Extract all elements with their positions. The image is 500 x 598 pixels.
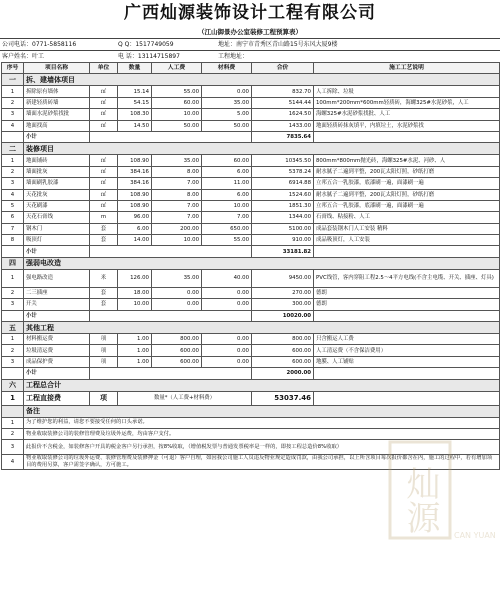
col-header: 单位 (90, 63, 118, 74)
table-cell: 2 (2, 166, 24, 177)
table-row (2, 86, 500, 97)
table-row (2, 235, 500, 246)
note-text: 为了维护您的利益，请您不要接受任何的口头承诺。 (24, 417, 500, 428)
table-row (2, 287, 500, 298)
table-row (2, 212, 500, 223)
table-cell: 7.00 (152, 200, 202, 211)
subtotal-value: 2000.00 (252, 368, 314, 379)
table-cell: 14.00 (118, 235, 152, 246)
table-cell: 拆除原有墙体 (24, 86, 90, 97)
table-cell: 1524.60 (252, 189, 314, 200)
table-cell (314, 368, 500, 379)
table-cell: 108.30 (118, 109, 152, 120)
watermark-sub: CAN YUAN (454, 531, 496, 540)
table-cell: 54.15 (118, 97, 152, 108)
table-cell: 7.00 (202, 212, 252, 223)
total-row (2, 391, 500, 405)
table-cell: 7.00 (152, 178, 202, 189)
table-row (2, 200, 500, 211)
table-cell: 11.00 (202, 178, 252, 189)
table-cell: 96.00 (118, 212, 152, 223)
col-header: 数量 (118, 63, 152, 74)
table-cell: 0.00 (202, 287, 252, 298)
table-cell (314, 310, 500, 321)
table-row (2, 269, 500, 287)
table-cell: 墙面水泥砂浆找批 (24, 109, 90, 120)
table-cell (2, 131, 24, 142)
table-cell: 耐水腻子二遍到平整，200瓦太阳灯照，砂纸打磨 (314, 166, 500, 177)
table-cell: 9450.00 (252, 269, 314, 287)
total-label: 工程直接费 (24, 391, 90, 405)
table-cell: 6.00 (118, 223, 152, 234)
table-cell (314, 131, 500, 142)
table-cell: 108.90 (118, 189, 152, 200)
table-row (2, 109, 500, 120)
table-cell: 套 (90, 287, 118, 298)
total-header-row (2, 379, 500, 391)
total-value: 53037.46 (252, 391, 314, 405)
table-cell (314, 246, 500, 257)
table-cell: ㎡ (90, 120, 118, 131)
table-cell (2, 310, 24, 321)
company-address: 地址：南宁市青秀区青山路15号东风大厦9楼 (218, 41, 338, 48)
table-cell: 1851.30 (252, 200, 314, 211)
table-cell: 二三插座 (24, 287, 90, 298)
table-row (2, 120, 500, 131)
table-cell: 35.00 (202, 97, 252, 108)
table-cell: 成品保护费 (24, 356, 90, 367)
table-cell: 项 (90, 356, 118, 367)
table-cell: 2 (2, 97, 24, 108)
table-cell: m (90, 212, 118, 223)
table-cell: 成品套装钢木门人工安装 精料 (314, 223, 500, 234)
table-cell: 832.70 (252, 86, 314, 97)
table-cell: 天花刷漆 (24, 200, 90, 211)
table-cell (90, 131, 252, 142)
table-cell: 15.14 (118, 86, 152, 97)
table-cell: 3 (2, 178, 24, 189)
table-cell: 0.00 (152, 299, 202, 310)
table-cell: 0.00 (202, 86, 252, 97)
table-cell: 3 (2, 109, 24, 120)
total-formula: 数量*（人工费+材料费） (118, 391, 252, 405)
table-cell: PVC线管，客内穿阻工程2.5～4平方电线(不含主电缆、开关、插座、灯具) (314, 269, 500, 287)
subtotal-label: 小计 (24, 368, 90, 379)
section-title: 其他工程 (24, 322, 500, 334)
table-cell: 7 (2, 223, 24, 234)
table-cell (90, 310, 252, 321)
table-cell: 套 (90, 299, 118, 310)
table-cell: 1 (2, 86, 24, 97)
table-cell: 200.00 (152, 223, 202, 234)
customer-info-row (0, 50, 500, 62)
table-cell (90, 368, 252, 379)
section-header-row (2, 143, 500, 155)
note-text: 此报价不含税金，如装修客户开具的税金客户另行承担，按8%收取，（增值税发票与普通发票税率是一样的，即按工程总造价8%收取） (24, 440, 500, 455)
subtotal-label: 小计 (24, 131, 90, 142)
note-number: 2 (2, 428, 24, 439)
table-cell: 海螺325#水泥砂浆找批、人工 (314, 109, 500, 120)
col-header: 材料费 (202, 63, 252, 74)
table-cell: 强电路改造 (24, 269, 90, 287)
table-cell: 1 (2, 155, 24, 166)
note-row (2, 440, 500, 455)
table-cell: 人工清运费（不含保洁费用） (314, 345, 500, 356)
notes-header-row (2, 405, 500, 417)
table-cell: 60.00 (152, 97, 202, 108)
table-cell: 1.00 (118, 345, 152, 356)
table-row (2, 166, 500, 177)
table-cell: ㎡ (90, 189, 118, 200)
table-cell: 40.00 (202, 269, 252, 287)
table-cell: 800.00 (152, 334, 202, 345)
table-cell: 地面轻质砖抹灰填平，内填垃土，水泥砂浆找 (314, 120, 500, 131)
table-cell: 石膏线、粘接粉、人工 (314, 212, 500, 223)
table-cell: 1.00 (118, 334, 152, 345)
table-cell: 立邦五合一乳胶漆，底漆刷一遍，面漆刷一遍 (314, 178, 500, 189)
table-cell: 600.00 (252, 345, 314, 356)
table-cell: 35.00 (152, 155, 202, 166)
table-cell: 6 (2, 212, 24, 223)
table-cell: 套 (90, 235, 118, 246)
subtotal-row (2, 368, 500, 379)
table-cell: 墙面批灰 (24, 166, 90, 177)
table-row (2, 299, 500, 310)
table-cell: 0.00 (202, 356, 252, 367)
note-text: 物业收取装修公司的垃圾外运费、装修管理费及装修押金（可退）客户自理，如因我公司施工人员违反物业规定造成罚款，由我公司承担，以上所含项目每次报价都含在内，施工的过程中，若有增加项目的费用另算，客户需签字确认，方可施工。 (24, 455, 500, 470)
table-cell: 100mm*200mm*600mm轻质砖，海螺325#水泥砂浆，人工 (314, 97, 500, 108)
table-cell: 0.00 (152, 287, 202, 298)
table-cell: 2 (2, 345, 24, 356)
table-cell: 地膜、人工铺贴 (314, 356, 500, 367)
subtotal-label: 小计 (24, 246, 90, 257)
subtotal-row (2, 131, 500, 142)
table-cell: 天花石膏线 (24, 212, 90, 223)
note-row (2, 417, 500, 428)
table-cell: 成品吸顶灯，人工安装 (314, 235, 500, 246)
table-cell: 项 (90, 391, 118, 405)
table-cell: 600.00 (152, 356, 202, 367)
table-cell: 55.00 (152, 86, 202, 97)
table-cell: 2 (2, 287, 24, 298)
table-cell: 600.00 (152, 345, 202, 356)
company-phone: 公司电话：0771-5858116 (2, 41, 77, 48)
table-cell: 德朗 (314, 299, 500, 310)
section-header-row (2, 74, 500, 86)
table-cell: 1.00 (118, 356, 152, 367)
table-cell: ㎡ (90, 86, 118, 97)
table-cell: 1 (2, 334, 24, 345)
table-cell: 0.00 (202, 299, 252, 310)
notes-title: 备注 (24, 405, 500, 417)
table-cell: 55.00 (202, 235, 252, 246)
table-cell: 5100.00 (252, 223, 314, 234)
table-cell: 地面铺砖 (24, 155, 90, 166)
table-cell: 108.90 (118, 200, 152, 211)
table-cell: 新建轻质砖墙 (24, 97, 90, 108)
table-cell: 300.00 (252, 299, 314, 310)
table-cell: 1433.00 (252, 120, 314, 131)
table-cell: 项 (90, 334, 118, 345)
table-cell: 1 (2, 391, 24, 405)
table-cell: 立邦五合一乳胶漆，底漆刷一遍，面漆刷一遍 (314, 200, 500, 211)
section-number: 二 (2, 143, 24, 155)
table-cell: 35.00 (152, 269, 202, 287)
table-cell: 8.00 (152, 189, 202, 200)
table-cell: 1344.00 (252, 212, 314, 223)
col-header: 项目名称 (24, 63, 90, 74)
table-cell: 4 (2, 120, 24, 131)
project-address: 工程地址： (218, 53, 249, 60)
table-cell: ㎡ (90, 97, 118, 108)
table-cell: 地面找高 (24, 120, 90, 131)
table-cell: 5.00 (202, 109, 252, 120)
table-row (2, 155, 500, 166)
subtotal-row (2, 310, 500, 321)
section-number: 四 (2, 257, 24, 269)
table-cell: 德朗 (314, 287, 500, 298)
company-title: 广西灿源装饰设计工程有限公司 (124, 3, 376, 23)
table-cell (90, 246, 252, 257)
table-row (2, 97, 500, 108)
table-cell: 人工拆除、垃圾 (314, 86, 500, 97)
table-cell: 8 (2, 235, 24, 246)
table-cell: 0.00 (202, 334, 252, 345)
table-cell: 126.00 (118, 269, 152, 287)
table-row (2, 334, 500, 345)
section-number: 六 (2, 379, 24, 391)
table-cell: 7.00 (152, 212, 202, 223)
table-cell: 60.00 (202, 155, 252, 166)
table-cell (314, 391, 500, 405)
table-cell: 50.00 (152, 120, 202, 131)
note-number: 4 (2, 455, 24, 470)
table-cell: 钢木门 (24, 223, 90, 234)
table-cell: 600.00 (252, 356, 314, 367)
note-row (2, 428, 500, 439)
table-cell (2, 368, 24, 379)
watermark-brand: 灿源 (400, 466, 440, 534)
table-cell: 800mm*800mm抛光砖，海螺325#水泥、河砂、人 (314, 155, 500, 166)
table-cell: 270.00 (252, 287, 314, 298)
table-cell: 10.00 (202, 200, 252, 211)
table-row (2, 345, 500, 356)
quotation-table (1, 62, 500, 470)
table-cell: 3 (2, 356, 24, 367)
table-cell: 开关 (24, 299, 90, 310)
table-cell: 项 (90, 345, 118, 356)
table-header-row (2, 63, 500, 74)
table-cell: ㎡ (90, 166, 118, 177)
note-text: 物业收取装修公司的装修管理费及垃圾外运费，均由客户支付。 (24, 428, 500, 439)
table-cell (2, 246, 24, 257)
table-cell: 14.50 (118, 120, 152, 131)
table-cell (2, 405, 24, 417)
table-cell: 墙面刷乳胶漆 (24, 178, 90, 189)
table-cell: 米 (90, 269, 118, 287)
table-cell: ㎡ (90, 109, 118, 120)
table-cell: 0.00 (202, 345, 252, 356)
table-cell: 只含搬运人工费 (314, 334, 500, 345)
subtotal-value: 33181.82 (252, 246, 314, 257)
company-info-row (0, 38, 500, 50)
col-header: 人工费 (152, 63, 202, 74)
table-cell: 18.00 (118, 287, 152, 298)
section-title: 装修项目 (24, 143, 500, 155)
table-cell: 6.00 (202, 166, 252, 177)
section-title: 强弱电改造 (24, 257, 500, 269)
table-cell: 6.00 (202, 189, 252, 200)
note-number: 3 (2, 440, 24, 455)
col-header: 施工工艺说明 (314, 63, 500, 74)
document-subtitle: （江山御景办公室装修工程预算表） (198, 28, 302, 36)
table-cell: 6914.88 (252, 178, 314, 189)
section-number: 五 (2, 322, 24, 334)
table-cell: 10.00 (118, 299, 152, 310)
table-cell: 吸顶灯 (24, 235, 90, 246)
table-cell: ㎡ (90, 178, 118, 189)
section-title: 工程总合计 (24, 379, 500, 391)
table-cell: 垃圾清运费 (24, 345, 90, 356)
subtotal-value: 10020.00 (252, 310, 314, 321)
table-cell: 1624.50 (252, 109, 314, 120)
table-cell: 材料搬运费 (24, 334, 90, 345)
company-qq: Q Q：1517749059 (118, 41, 174, 48)
note-row (2, 455, 500, 470)
table-cell: 10.00 (152, 109, 202, 120)
table-cell: 50.00 (202, 120, 252, 131)
table-cell: 5144.44 (252, 97, 314, 108)
table-cell: 384.16 (118, 178, 152, 189)
table-cell: 5 (2, 200, 24, 211)
table-cell: 800.00 (252, 334, 314, 345)
table-row (2, 178, 500, 189)
table-cell: ㎡ (90, 200, 118, 211)
section-number: 一 (2, 74, 24, 86)
subtotal-row (2, 246, 500, 257)
table-cell: 384.16 (118, 166, 152, 177)
table-cell: 耐水腻子二遍到平整，200瓦太阳灯照，砂纸打磨 (314, 189, 500, 200)
table-cell: 1 (2, 269, 24, 287)
note-number: 1 (2, 417, 24, 428)
section-title: 拆、建墙体项目 (24, 74, 500, 86)
table-cell: 910.00 (252, 235, 314, 246)
table-cell: 天花批灰 (24, 189, 90, 200)
subtotal-value: 7835.64 (252, 131, 314, 142)
section-header-row (2, 322, 500, 334)
section-header-row (2, 257, 500, 269)
table-row (2, 356, 500, 367)
col-header: 序号 (2, 63, 24, 74)
table-cell: 4 (2, 189, 24, 200)
table-row (2, 223, 500, 234)
table-cell: 10.00 (152, 235, 202, 246)
table-cell: ㎡ (90, 155, 118, 166)
col-header: 合价 (252, 63, 314, 74)
table-cell: 108.90 (118, 155, 152, 166)
table-cell: 5378.24 (252, 166, 314, 177)
subtotal-label: 小计 (24, 310, 90, 321)
table-cell: 3 (2, 299, 24, 310)
table-row (2, 189, 500, 200)
table-cell: 8.00 (152, 166, 202, 177)
table-cell: 套 (90, 223, 118, 234)
customer-name: 客户姓名：叶工 (2, 53, 45, 60)
customer-phone: 电 话：13114715897 (118, 53, 180, 60)
table-cell: 10345.50 (252, 155, 314, 166)
table-cell: 650.00 (202, 223, 252, 234)
